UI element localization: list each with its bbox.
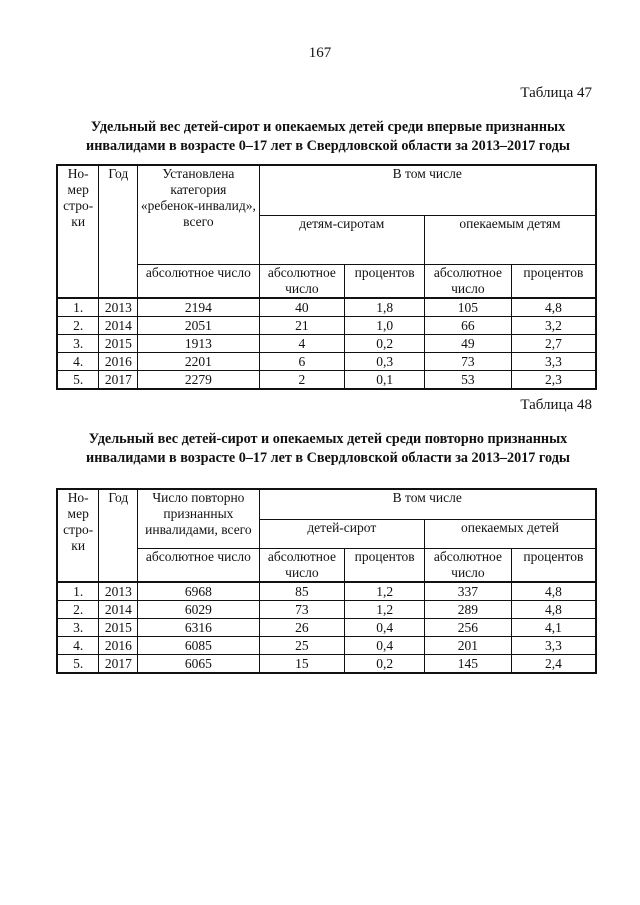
cell-guard-pct: 3,3 bbox=[511, 353, 596, 371]
table-row bbox=[57, 353, 596, 371]
header-orphans: детям-сиротам bbox=[259, 215, 425, 264]
header-total: Число повторно признанных инвалидами, всего bbox=[138, 489, 259, 549]
table-47-title-line1: Удельный вес детей-сирот и опекаемых детей среди впервые признанных bbox=[90, 119, 566, 135]
cell-num: 1. bbox=[57, 298, 99, 317]
cell-orph-abs: 25 bbox=[259, 637, 345, 655]
cell-guard-abs: 201 bbox=[425, 637, 512, 655]
header-year: Год bbox=[99, 165, 138, 298]
cell-guard-abs: 53 bbox=[425, 371, 512, 390]
cell-guard-abs: 256 bbox=[425, 619, 512, 637]
cell-guard-pct: 3,3 bbox=[511, 637, 596, 655]
table-row bbox=[57, 619, 596, 637]
cell-orph-pct: 0,1 bbox=[345, 371, 425, 390]
cell-orph-abs: 85 bbox=[259, 582, 345, 601]
cell-orph-pct: 1,2 bbox=[345, 582, 425, 601]
table-row bbox=[57, 298, 596, 317]
cell-guard-pct: 3,2 bbox=[511, 317, 596, 335]
table-row bbox=[57, 601, 596, 619]
cell-orph-pct: 0,2 bbox=[345, 335, 425, 353]
cell-num: 4. bbox=[57, 637, 99, 655]
cell-year: 2016 bbox=[99, 637, 138, 655]
header-guardianship: опекаемым детям bbox=[425, 215, 596, 264]
cell-guard-pct: 4,8 bbox=[511, 298, 596, 317]
cell-total: 6029 bbox=[138, 601, 259, 619]
cell-total: 2201 bbox=[138, 353, 259, 371]
cell-year: 2013 bbox=[99, 298, 138, 317]
cell-guard-pct: 4,1 bbox=[511, 619, 596, 637]
cell-num: 3. bbox=[57, 335, 99, 353]
table-47-label: Таблица 47 bbox=[520, 85, 592, 101]
cell-year: 2014 bbox=[99, 317, 138, 335]
cell-total: 2279 bbox=[138, 371, 259, 390]
header-row-number: Но-мер стро-ки bbox=[57, 489, 99, 582]
header-orphans-percent: процентов bbox=[345, 265, 425, 299]
cell-guard-abs: 337 bbox=[425, 582, 512, 601]
cell-guard-pct: 4,8 bbox=[511, 582, 596, 601]
cell-total: 2194 bbox=[138, 298, 259, 317]
table-47-title-line2: инвалидами в возрасте 0–17 лет в Свердловской области за 2013–2017 годы bbox=[86, 138, 570, 154]
cell-year: 2014 bbox=[99, 601, 138, 619]
cell-orph-pct: 1,2 bbox=[345, 601, 425, 619]
cell-orph-abs: 73 bbox=[259, 601, 345, 619]
cell-guard-pct: 2,4 bbox=[511, 655, 596, 674]
cell-total: 6065 bbox=[138, 655, 259, 674]
header-row-number: Но-мер стро-ки bbox=[57, 165, 99, 298]
header-guardianship-percent: процентов bbox=[511, 265, 596, 299]
header-guardianship-percent: процентов bbox=[511, 549, 596, 583]
cell-guard-pct: 4,8 bbox=[511, 601, 596, 619]
header-guardianship: опекаемых детей bbox=[425, 519, 596, 548]
table-48-title bbox=[56, 430, 600, 468]
table-48-label: Таблица 48 bbox=[520, 397, 592, 413]
table-48 bbox=[56, 488, 597, 674]
header-including: В том числе bbox=[259, 489, 596, 519]
cell-guard-abs: 66 bbox=[425, 317, 512, 335]
cell-orph-pct: 0,2 bbox=[345, 655, 425, 674]
table-row bbox=[57, 335, 596, 353]
cell-orph-pct: 0,4 bbox=[345, 619, 425, 637]
header-year: Год bbox=[99, 489, 138, 582]
table-row bbox=[57, 371, 596, 390]
page-number: 167 bbox=[308, 45, 332, 61]
cell-orph-abs: 2 bbox=[259, 371, 345, 390]
cell-num: 2. bbox=[57, 601, 99, 619]
cell-guard-pct: 2,7 bbox=[511, 335, 596, 353]
header-total-absolute: абсолютное число bbox=[138, 265, 259, 299]
table-48-title-line1: Удельный вес детей-сирот и опекаемых детей среди повторно признанных bbox=[88, 431, 568, 447]
table-row bbox=[57, 655, 596, 674]
cell-num: 4. bbox=[57, 353, 99, 371]
table-48-title-line2: инвалидами в возрасте 0–17 лет в Свердловской области за 2013–2017 годы bbox=[86, 450, 570, 466]
cell-orph-pct: 1,0 bbox=[345, 317, 425, 335]
header-orphans-absolute: абсолютное число bbox=[259, 549, 345, 583]
cell-year: 2015 bbox=[99, 619, 138, 637]
header-orphans: детей-сирот bbox=[259, 519, 425, 548]
header-guardianship-absolute: абсолютное число bbox=[425, 549, 512, 583]
header-orphans-absolute: абсолютное число bbox=[259, 265, 345, 299]
cell-total: 2051 bbox=[138, 317, 259, 335]
table-47 bbox=[56, 164, 597, 390]
table-47-title bbox=[56, 118, 600, 156]
cell-total: 1913 bbox=[138, 335, 259, 353]
cell-orph-abs: 40 bbox=[259, 298, 345, 317]
cell-num: 5. bbox=[57, 371, 99, 390]
cell-year: 2016 bbox=[99, 353, 138, 371]
header-guardianship-absolute: абсолютное число bbox=[425, 265, 512, 299]
cell-num: 1. bbox=[57, 582, 99, 601]
cell-guard-abs: 105 bbox=[425, 298, 512, 317]
cell-orph-abs: 21 bbox=[259, 317, 345, 335]
cell-num: 3. bbox=[57, 619, 99, 637]
cell-total: 6085 bbox=[138, 637, 259, 655]
table-row bbox=[57, 637, 596, 655]
cell-num: 2. bbox=[57, 317, 99, 335]
cell-num: 5. bbox=[57, 655, 99, 674]
cell-orph-pct: 0,4 bbox=[345, 637, 425, 655]
header-orphans-percent: процентов bbox=[345, 549, 425, 583]
cell-year: 2017 bbox=[99, 371, 138, 390]
cell-guard-abs: 145 bbox=[425, 655, 512, 674]
cell-orph-pct: 0,3 bbox=[345, 353, 425, 371]
cell-orph-pct: 1,8 bbox=[345, 298, 425, 317]
header-including: В том числе bbox=[259, 165, 596, 215]
cell-guard-abs: 289 bbox=[425, 601, 512, 619]
cell-orph-abs: 4 bbox=[259, 335, 345, 353]
cell-total: 6316 bbox=[138, 619, 259, 637]
cell-guard-abs: 73 bbox=[425, 353, 512, 371]
cell-orph-abs: 15 bbox=[259, 655, 345, 674]
cell-year: 2015 bbox=[99, 335, 138, 353]
header-total: Установлена категория «ребенок-инвалид», всего bbox=[138, 165, 259, 265]
cell-year: 2013 bbox=[99, 582, 138, 601]
cell-total: 6968 bbox=[138, 582, 259, 601]
table-row bbox=[57, 317, 596, 335]
cell-guard-pct: 2,3 bbox=[511, 371, 596, 390]
cell-orph-abs: 26 bbox=[259, 619, 345, 637]
header-total-absolute: абсолютное число bbox=[138, 549, 259, 583]
table-row bbox=[57, 582, 596, 601]
cell-year: 2017 bbox=[99, 655, 138, 674]
cell-guard-abs: 49 bbox=[425, 335, 512, 353]
cell-orph-abs: 6 bbox=[259, 353, 345, 371]
